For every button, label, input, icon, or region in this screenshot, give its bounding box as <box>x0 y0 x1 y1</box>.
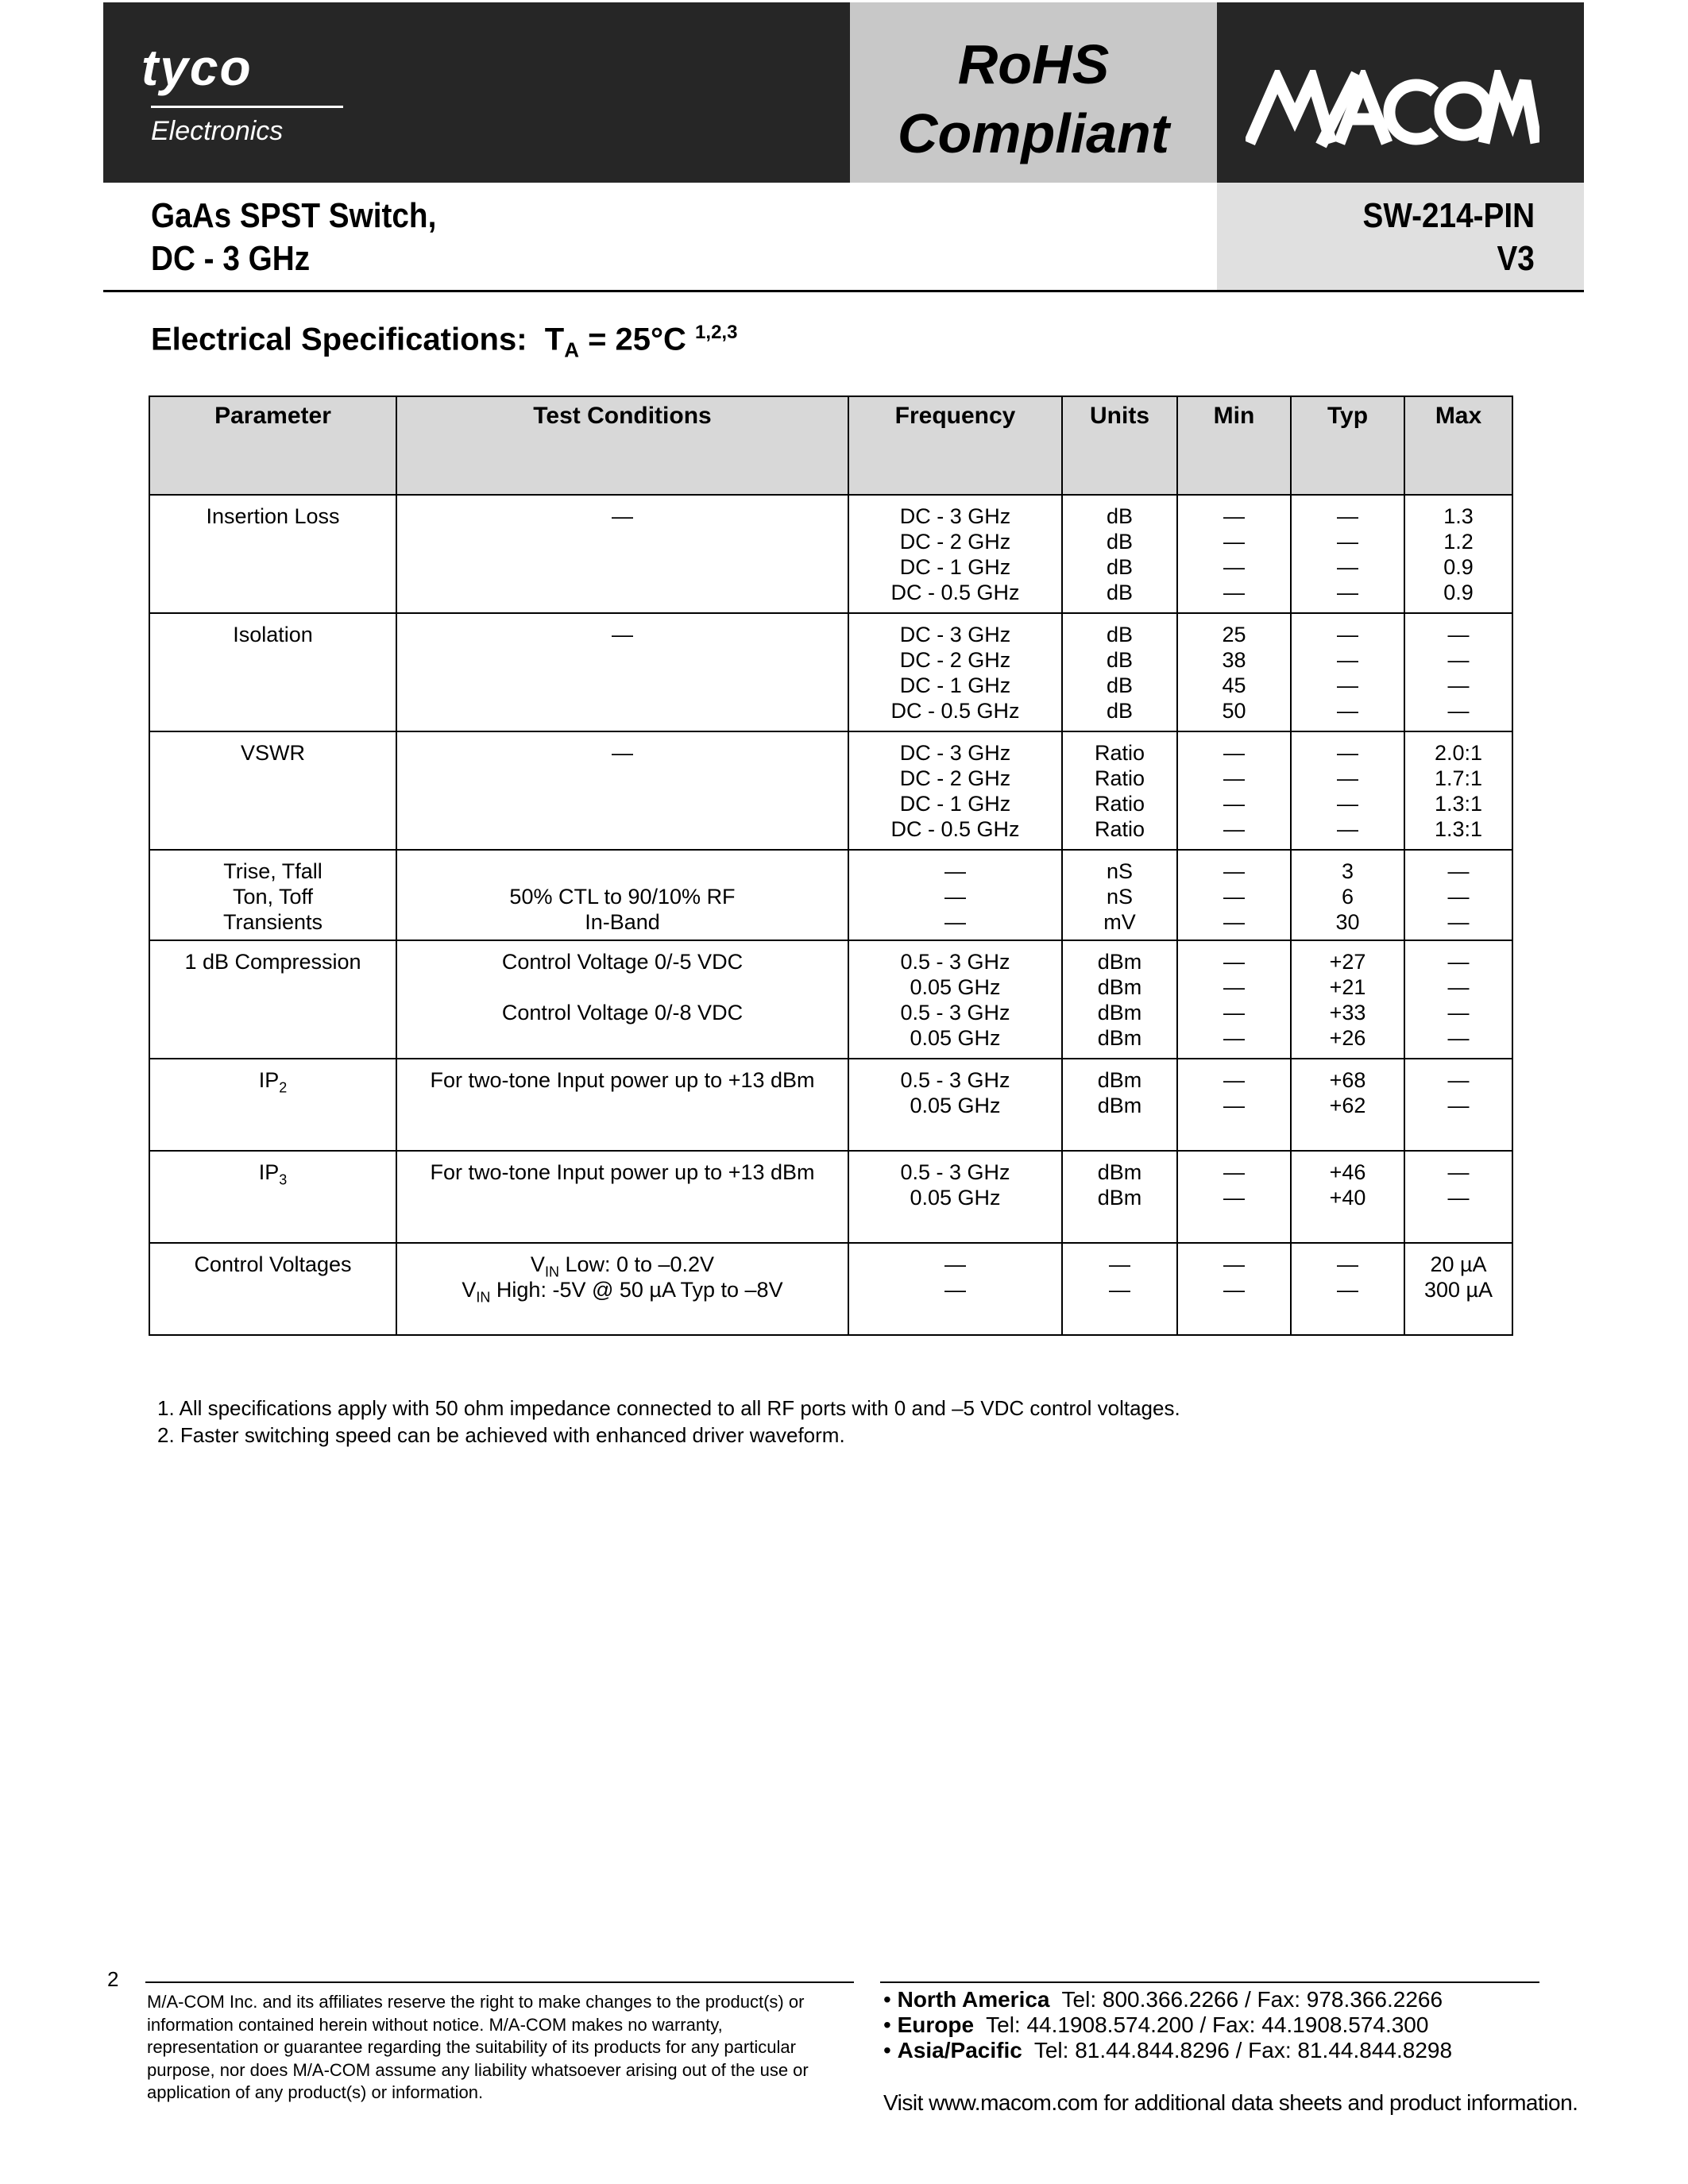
cell-line: — <box>1223 1278 1245 1302</box>
cell-conditions <box>396 495 848 613</box>
cell-line: 300 µA <box>1423 1278 1493 1302</box>
contact-bullet: • <box>883 2012 898 2037</box>
cell-units <box>1062 1059 1177 1151</box>
cell-line: dBm <box>1097 1186 1142 1210</box>
cell-line: — <box>1337 1252 1358 1276</box>
cell-typ <box>1291 1243 1404 1335</box>
cell-line: +26 <box>1329 1026 1366 1050</box>
section-heading-temp-symbol: T <box>544 322 565 357</box>
cell-line: 1.7:1 <box>1434 766 1483 790</box>
cell-parameter <box>149 613 396 731</box>
cell-conditions <box>396 940 848 1059</box>
cell-frequency <box>848 940 1062 1059</box>
cell-line: DC - 2 GHz <box>899 648 1011 672</box>
cell-line: 25 <box>1222 623 1246 646</box>
cell-line: — <box>1447 950 1470 974</box>
cell-line: — <box>1337 623 1358 646</box>
cell-frequency <box>848 495 1062 613</box>
cell-line: 6 <box>1341 885 1354 909</box>
cell-line: dB <box>1106 555 1134 579</box>
cell-conditions <box>396 731 848 850</box>
cell-line: dB <box>1106 530 1134 554</box>
cell-line: Control Voltage 0/-8 VDC <box>501 1001 744 1024</box>
cell-line: — <box>1223 1068 1245 1092</box>
cell-typ <box>1291 1151 1404 1243</box>
cell-line: — <box>1223 530 1245 554</box>
cell-line: — <box>1447 673 1470 697</box>
cell-units <box>1062 495 1177 613</box>
footer-rule-left <box>145 1981 854 1983</box>
cell-line <box>397 859 848 884</box>
cell-line: — <box>1447 699 1470 723</box>
cell-line: — <box>1223 1094 1245 1117</box>
cell-line: 0.5 - 3 GHz <box>900 1068 1010 1092</box>
cell-line: +33 <box>1329 1001 1366 1024</box>
cell-line: — <box>1223 555 1245 579</box>
cell-line: dB <box>1106 623 1134 646</box>
cell-line: 3 <box>1341 859 1354 883</box>
contact-asia-pacific <box>883 2038 1452 2063</box>
cell-line: DC - 2 GHz <box>899 766 1011 790</box>
cell-line: — <box>1337 817 1358 841</box>
cell-typ <box>1291 940 1404 1059</box>
cell-line: Ratio <box>1094 792 1145 816</box>
cell-line: — <box>612 504 633 528</box>
tyco-logo-subtitle: Electronics <box>151 116 284 146</box>
vin-low-symbol: V <box>530 1252 545 1276</box>
tyco-logo-text: tyco <box>141 39 253 96</box>
cell-min <box>1177 1059 1291 1151</box>
cell-conditions <box>396 850 848 940</box>
website-link[interactable]: Visit www.macom.com for additional data sheets and product information. <box>883 2090 1578 2115</box>
cell-line: +21 <box>1329 975 1366 999</box>
cell-line: — <box>1447 1001 1470 1024</box>
cell-line: — <box>1447 1160 1470 1184</box>
cell-line: DC - 3 GHz <box>899 623 1011 646</box>
cell-typ <box>1291 850 1404 940</box>
cell-parameter <box>149 1059 396 1151</box>
cell-min <box>1177 495 1291 613</box>
contact-north-america <box>883 1987 1443 2012</box>
cell-line: 1 dB Compression <box>184 950 361 974</box>
cell-line: dBm <box>1097 1160 1142 1184</box>
cell-min <box>1177 731 1291 850</box>
cell-line: 1.3:1 <box>1434 792 1483 816</box>
cell-line: — <box>1337 530 1358 554</box>
cell-line: — <box>1223 792 1245 816</box>
cell-line: — <box>1223 885 1245 909</box>
cell-frequency <box>848 1059 1062 1151</box>
cell-line: Control Voltages <box>194 1252 352 1276</box>
cell-frequency <box>848 1243 1062 1335</box>
contact-region: North America <box>897 1987 1050 2012</box>
vin-high-text: High: -5V @ 50 µA Typ to –8V <box>490 1278 783 1302</box>
cell-line: DC - 1 GHz <box>899 792 1011 816</box>
vin-high-symbol: V <box>462 1278 477 1302</box>
cell-line: 0.05 GHz <box>910 1186 1001 1210</box>
cell-units <box>1062 613 1177 731</box>
cell-line: 30 <box>1335 910 1360 934</box>
vin-low-subscript: IN <box>544 1264 559 1280</box>
cell-line: — <box>1447 859 1470 883</box>
cell-frequency <box>848 613 1062 731</box>
table-row <box>149 1243 1512 1335</box>
cell-max <box>1404 495 1512 613</box>
cell-parameter <box>149 1151 396 1243</box>
cell-line: — <box>1223 1160 1245 1184</box>
cell-frequency <box>848 1151 1062 1243</box>
contact-phones: Tel: 81.44.844.8296 / Fax: 81.44.844.8298 <box>1022 2038 1453 2062</box>
cell-line <box>397 974 848 1000</box>
cell-line: — <box>612 623 633 646</box>
rohs-title-line2: Compliant <box>897 102 1170 164</box>
cell-line: Trise, Tfall <box>223 859 323 883</box>
section-heading <box>151 322 737 362</box>
table-row <box>149 613 1512 731</box>
cell-line: DC - 0.5 GHz <box>890 581 1020 604</box>
cell-line: nS <box>1106 885 1134 909</box>
table-header-row <box>149 396 1512 495</box>
cell-line <box>397 1252 848 1280</box>
cell-line: — <box>1447 975 1470 999</box>
cell-line: — <box>612 741 633 765</box>
cell-line: — <box>1447 1026 1470 1050</box>
cell-line: 0.5 - 3 GHz <box>900 1001 1010 1024</box>
cell-line: DC - 3 GHz <box>899 504 1011 528</box>
table-row <box>149 1059 1512 1151</box>
table-row <box>149 731 1512 850</box>
cell-line: — <box>1223 910 1245 934</box>
cell-line: — <box>1223 975 1245 999</box>
cell-min <box>1177 1243 1291 1335</box>
column-header-units: Units <box>1062 396 1177 495</box>
cell-line: — <box>1337 504 1358 528</box>
contact-phones: Tel: 44.1908.574.200 / Fax: 44.1908.574.300 <box>974 2012 1429 2037</box>
cell-min <box>1177 850 1291 940</box>
cell-line: — <box>1223 581 1245 604</box>
ip3-label: IP <box>258 1160 280 1184</box>
cell-line: 0.5 - 3 GHz <box>900 1160 1010 1184</box>
cell-conditions <box>396 1243 848 1335</box>
cell-line: 2.0:1 <box>1434 741 1483 765</box>
cell-line: — <box>1337 648 1358 672</box>
cell-line: dB <box>1106 648 1134 672</box>
section-heading-footnote-refs: 1,2,3 <box>695 322 738 343</box>
cell-line: Isolation <box>233 623 313 646</box>
cell-line: Control Voltage 0/-5 VDC <box>501 950 744 974</box>
ip3-subscript: 3 <box>279 1171 288 1188</box>
cell-line: +62 <box>1329 1094 1366 1117</box>
column-header-typ: Typ <box>1291 396 1404 495</box>
table-row <box>149 495 1512 613</box>
cell-line: VSWR <box>241 741 305 765</box>
cell-parameter <box>149 850 396 940</box>
column-header-test-conditions: Test Conditions <box>396 396 848 495</box>
cell-line: 0.9 <box>1443 581 1474 604</box>
cell-line: — <box>1223 1001 1245 1024</box>
cell-max <box>1404 940 1512 1059</box>
cell-line: — <box>944 1252 966 1276</box>
cell-typ <box>1291 613 1404 731</box>
contact-bullet: • <box>883 1987 898 2012</box>
cell-parameter <box>149 1243 396 1335</box>
footnote-2: 2. Faster switching speed can be achieved with enhanced driver waveform. <box>157 1423 845 1447</box>
title-divider <box>103 290 1584 292</box>
cell-conditions <box>396 613 848 731</box>
cell-line: DC - 3 GHz <box>899 741 1011 765</box>
cell-line: — <box>1337 792 1358 816</box>
cell-line: — <box>1337 1278 1358 1302</box>
table-row <box>149 940 1512 1059</box>
section-heading-prefix: Electrical Specifications: <box>151 322 527 357</box>
cell-line: 45 <box>1222 673 1246 697</box>
cell-line: Ratio <box>1094 817 1145 841</box>
cell-line: Ton, Toff <box>232 885 314 909</box>
cell-line: — <box>1223 1186 1245 1210</box>
cell-line: — <box>1337 741 1358 765</box>
cell-max <box>1404 1151 1512 1243</box>
cell-line: mV <box>1103 910 1136 934</box>
cell-typ <box>1291 731 1404 850</box>
cell-parameter <box>149 495 396 613</box>
tyco-logo <box>141 36 356 107</box>
cell-line: — <box>1223 766 1245 790</box>
cell-frequency <box>848 731 1062 850</box>
cell-line: — <box>1337 581 1358 604</box>
cell-typ <box>1291 1059 1404 1151</box>
cell-line: For two-tone Input power up to +13 dBm <box>430 1160 815 1184</box>
table-row <box>149 1151 1512 1243</box>
cell-line: — <box>1109 1252 1130 1276</box>
contact-phones: Tel: 800.366.2266 / Fax: 978.366.2266 <box>1049 1987 1443 2012</box>
cell-line: — <box>1223 1252 1245 1276</box>
cell-line: — <box>944 859 966 883</box>
cell-line: For two-tone Input power up to +13 dBm <box>430 1068 815 1092</box>
cell-line: 0.05 GHz <box>910 1026 1001 1050</box>
section-heading-temp-subscript: A <box>564 338 579 362</box>
cell-line <box>397 1025 848 1051</box>
cell-max <box>1404 850 1512 940</box>
cell-line: — <box>944 910 966 934</box>
cell-line: — <box>1109 1278 1130 1302</box>
cell-line: — <box>1447 885 1470 909</box>
table-row <box>149 850 1512 940</box>
ip2-label: IP <box>258 1068 280 1092</box>
contact-region: Europe <box>897 2012 975 2037</box>
cell-max <box>1404 613 1512 731</box>
part-number: SW-214-PIN <box>1362 196 1535 235</box>
cell-line: — <box>1223 1026 1245 1050</box>
cell-line: — <box>1223 950 1245 974</box>
cell-line: — <box>1447 623 1470 646</box>
section-heading-temp-value: = 25°C <box>578 322 696 357</box>
cell-line: DC - 1 GHz <box>899 555 1011 579</box>
product-title-line1: GaAs SPST Switch, <box>151 196 437 235</box>
cell-max <box>1404 1059 1512 1151</box>
cell-line: — <box>1223 859 1245 883</box>
cell-conditions <box>396 1059 848 1151</box>
footnote-1: 1. All specifications apply with 50 ohm impedance connected to all RF ports with 0 and –5 VDC control voltages. <box>157 1396 1180 1420</box>
cell-min <box>1177 613 1291 731</box>
ip2-subscript: 2 <box>279 1079 288 1096</box>
column-header-min: Min <box>1177 396 1291 495</box>
cell-line: — <box>1223 504 1245 528</box>
cell-line: +27 <box>1329 950 1366 974</box>
cell-line: 38 <box>1222 648 1246 672</box>
contact-region: Asia/Pacific <box>897 2038 1022 2062</box>
cell-line: +68 <box>1329 1068 1366 1092</box>
cell-line: 20 µA <box>1430 1252 1487 1276</box>
cell-typ <box>1291 495 1404 613</box>
cell-line: dBm <box>1097 975 1142 999</box>
page-number: 2 <box>107 1967 119 1991</box>
footer-disclaimer: M/A-COM Inc. and its affiliates reserve the right to make changes to the product(s) or information contained herein without notice. M/A-COM makes no warranty, representation or guarantee regarding the suitability of its products for any particular purpose, nor does M/A-COM assume any liability whatsoever arising out of the use or application of any product(s) or information. <box>147 1992 809 2102</box>
cell-line: In-Band <box>585 910 660 934</box>
cell-line: dBm <box>1097 1001 1142 1024</box>
footer-rule-right <box>880 1981 1539 1983</box>
macom-logo <box>1246 70 1539 149</box>
cell-units <box>1062 731 1177 850</box>
cell-line: 1.3 <box>1443 504 1474 528</box>
cell-line: 0.9 <box>1443 555 1474 579</box>
cell-line: — <box>1447 1068 1470 1092</box>
cell-parameter <box>149 731 396 850</box>
cell-line: — <box>1447 1094 1470 1117</box>
cell-parameter <box>149 940 396 1059</box>
cell-line: Insertion Loss <box>206 504 340 528</box>
cell-line: — <box>1337 555 1358 579</box>
cell-max <box>1404 1243 1512 1335</box>
cell-line: — <box>1447 910 1470 934</box>
cell-line: Transients <box>222 910 323 934</box>
contact-europe <box>883 2012 1428 2038</box>
cell-line: — <box>944 885 966 909</box>
cell-frequency <box>848 850 1062 940</box>
cell-line: dB <box>1106 581 1134 604</box>
cell-line: — <box>1223 741 1245 765</box>
cell-line: +46 <box>1329 1160 1366 1184</box>
column-header-frequency: Frequency <box>848 396 1062 495</box>
cell-line <box>150 1160 396 1188</box>
cell-line <box>150 1067 396 1096</box>
cell-line: dB <box>1106 699 1134 723</box>
cell-line: dBm <box>1097 950 1142 974</box>
cell-line: — <box>1337 766 1358 790</box>
cell-line: 50% CTL to 90/10% RF <box>509 885 736 909</box>
cell-line: 1.2 <box>1443 530 1474 554</box>
cell-line: DC - 2 GHz <box>899 530 1011 554</box>
column-header-parameter: Parameter <box>149 396 396 495</box>
column-header-max: Max <box>1404 396 1512 495</box>
cell-units <box>1062 1151 1177 1243</box>
cell-line: DC - 0.5 GHz <box>890 817 1020 841</box>
cell-line: dBm <box>1097 1068 1142 1092</box>
cell-line: — <box>1447 1186 1470 1210</box>
cell-line: DC - 1 GHz <box>899 673 1011 697</box>
cell-line: — <box>1447 648 1470 672</box>
cell-line: dB <box>1106 504 1134 528</box>
cell-line: 0.05 GHz <box>910 975 1001 999</box>
cell-conditions <box>396 1151 848 1243</box>
cell-line: Ratio <box>1094 741 1145 765</box>
cell-units <box>1062 940 1177 1059</box>
cell-line: — <box>944 1278 966 1302</box>
version-label: V3 <box>1497 239 1535 278</box>
cell-units <box>1062 1243 1177 1335</box>
cell-max <box>1404 731 1512 850</box>
electrical-spec-table <box>149 396 1513 1336</box>
product-title-line2: DC - 3 GHz <box>151 239 311 278</box>
cell-line: dBm <box>1097 1026 1142 1050</box>
cell-line: 50 <box>1222 699 1246 723</box>
rohs-title-line1: RoHS <box>957 33 1110 95</box>
tyco-logo-rule <box>151 106 343 108</box>
cell-line: — <box>1337 673 1358 697</box>
cell-line: 1.3:1 <box>1434 817 1483 841</box>
cell-line: — <box>1337 699 1358 723</box>
cell-line <box>397 1277 848 1306</box>
cell-line: 0.5 - 3 GHz <box>900 950 1010 974</box>
cell-line: nS <box>1106 859 1134 883</box>
cell-units <box>1062 850 1177 940</box>
cell-line: DC - 0.5 GHz <box>890 699 1020 723</box>
cell-line: dBm <box>1097 1094 1142 1117</box>
cell-line: Ratio <box>1094 766 1145 790</box>
vin-low-text: Low: 0 to –0.2V <box>558 1252 715 1276</box>
cell-line: — <box>1223 817 1245 841</box>
cell-line: 0.05 GHz <box>910 1094 1001 1117</box>
cell-min <box>1177 1151 1291 1243</box>
contact-bullet: • <box>883 2038 898 2062</box>
vin-high-subscript: IN <box>476 1289 491 1306</box>
cell-line: +40 <box>1329 1186 1366 1210</box>
cell-line: dB <box>1106 673 1134 697</box>
cell-min <box>1177 940 1291 1059</box>
